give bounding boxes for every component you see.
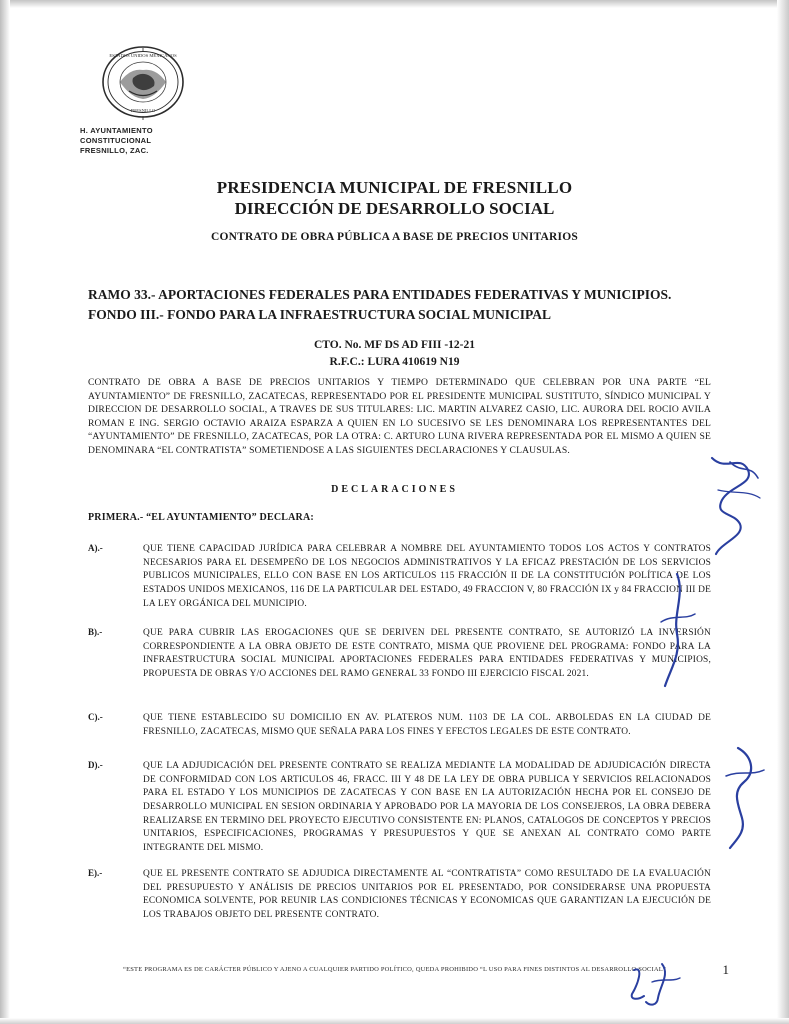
- program-heading: [88, 285, 711, 326]
- clause-c-text: QUE TIENE ESTABLECIDO SU DOMICILIO EN AV. PLATEROS NUM. 1103 DE LA COL. ARBOLEDAS EN LA CIUDAD DE FRESNILLO, ZACATECAS, MISMO QUE SEÑALA PARA LOS FINES Y EFECTOS LEGALES DE ESTE CONTRATO.: [143, 713, 711, 737]
- clause-e-label: E).-: [88, 868, 103, 878]
- clause-d: [88, 760, 711, 855]
- clause-e-text: QUE EL PRESENTE CONTRATO SE ADJUDICA DIRECTAMENTE AL “CONTRATISTA” COMO RESULTADO DE LA EVALUACIÓN DEL PRESUPUESTO Y ANÁLISIS DE PRECIOS UNITARIOS POR EL PRESENTADO, POR CONSIDERARSE UNA PROPUESTA ECONOMICA SOLVENTE, POR REUNIR LAS CONDICIONES TÉCNICAS Y ECONOMICAS QUE GARANTIZAN LA EJECUCIÓN DE LOS TRABAJOS OBJETO DEL PRESENTE CONTRATO.: [143, 869, 711, 920]
- clause-d-text: QUE LA ADJUDICACIÓN DEL PRESENTE CONTRATO SE REALIZA MEDIANTE LA MODALIDAD DE ADJUDICACIÓN DIRECTA DE CONFORMIDAD CON LOS ARTICULOS 46, FRACC. III Y 48 DE LA LEY DE OBRA PUBLICA Y SERVICIOS RELACIONADOS PARA EL ESTADO Y LOS MUNICIPIOS DE ZACATECAS Y CON BASE EN LA AUTORIZACIÓN HECHA POR EL CONSEJO DE DESARROLLO MUNICIPAL EN SESION ORDINARIA Y APROBADO POR LA MAYORIA DE LOS CONSEJEROS, LA OBRA DEBERA REALIZARSE EN TERMINO DEL PROYECTO EJECUTIVO CONSISTENTE EN: PLANOS, CATALOGOS DE CONCEPTOS Y PRECIOS UNITARIOS, ESPECIFICACIONES, PROGRAMAS Y PRESUPUESTOS Y QUE SE ANEXAN AL CONTRATO COMO PARTE INTEGRANTE DEL MISMO.: [143, 761, 711, 853]
- letterhead-text: [78, 126, 208, 156]
- clause-b-label: B).-: [88, 627, 103, 637]
- clause-a-text: QUE TIENE CAPACIDAD JURÍDICA PARA CELEBRAR A NOMBRE DEL AYUNTAMIENTO TODOS LOS ACTOS Y CONTRATOS NECESARIOS PARA EL DESEMPEÑO DE LOS NEGOCIOS ADMINISTRATIVOS Y LA EFICAZ PRESTACIÓN DE LOS SERVICIOS PUBLICOS MUNICIPALES, ELLO CON BASE EN LOS ARTICULOS 115 FRACCIÓN II DE LA CONSTITUCIÓN POLÍTICA DE LOS ESTADOS UNIDOS MEXICANOS, 116 DE LA PARTICULAR DEL ESTADO, 49 FRACCION V, 80 FRACCIÓN IX y 84 FRACCION III DE LA LEY ORGÁNICA DEL MUNICIPIO.: [143, 544, 711, 609]
- declaraciones-heading: DECLARACIONES: [331, 484, 458, 495]
- clause-b: [88, 627, 711, 682]
- clause-d-label: D).-: [88, 760, 103, 770]
- clause-c-label: C).-: [88, 712, 103, 722]
- letterhead-line-1: H. AYUNTAMIENTO: [80, 126, 153, 135]
- contract-type-heading: CONTRATO DE OBRA PÚBLICA A BASE DE PRECIOS UNITARIOS: [211, 231, 578, 243]
- clause-c: [88, 712, 711, 739]
- clause-a-label: A).-: [88, 543, 103, 553]
- letterhead: [78, 44, 208, 156]
- ramo-line: RAMO 33.- APORTACIONES FEDERALES PARA ENTIDADES FEDERATIVAS Y MUNICIPIOS.: [88, 287, 672, 302]
- rfc-number: R.F.C.: LURA 410619 N19: [329, 355, 460, 368]
- contract-identifiers: [0, 337, 789, 370]
- page-number: 1: [722, 962, 729, 977]
- contract-number: CTO. No. MF DS AD FIII -12-21: [313, 339, 475, 351]
- page-subtitle: DIRECCIÓN DE DESARROLLO SOCIAL: [234, 199, 555, 218]
- mexican-coat-of-arms-seal-icon: [100, 44, 186, 120]
- scan-edge-bottom: [0, 1018, 789, 1024]
- clause-e: [88, 868, 711, 923]
- svg-text:ESTADOS UNIDOS MEXICANOS: ESTADOS UNIDOS MEXICANOS: [109, 53, 177, 58]
- scan-edge-right: [777, 0, 789, 1024]
- scan-edge-top: [0, 0, 789, 8]
- svg-text:FRESNILLO: FRESNILLO: [130, 108, 156, 113]
- clause-a: [88, 543, 711, 611]
- scan-edge-left: [0, 0, 10, 1024]
- intro-paragraph: CONTRATO DE OBRA A BASE DE PRECIOS UNITARIOS Y TIEMPO DETERMINADO QUE CELEBRAN POR UNA PARTE “EL AYUNTAMIENTO” DE FRESNILLO, ZACATECAS, REPRESENTADO POR EL PRESIDENTE MUNICIPAL SUSTITUTO, SÍNDICO MUNICIPAL Y DIRECCION DE DESARROLLO SOCIAL, A TRAVES DE SUS TITULARES: LIC. MARTIN ALVAREZ CASIO, LIC. AURORA DEL ROCIO AVILA ROMAN E ING. SERGIO OCTAVIO ARAIZA ESPARZA A QUIEN EN LO SUCESIVO SE LES DENOMINARA LOS REPRESENTANTES DEL “AYUNTAMIENTO” DE FRESNILLO, ZACATECAS, POR LA OTRA: C. ARTURO LUNA RIVERA REPRESENTADA POR EL MISMO A QUIEN SE DENOMINARA “EL CONTRATISTA” SOMETIENDOSE A LAS SIGUIENTES DECLARACIONES Y CLAUSULAS.: [88, 377, 711, 457]
- page-title: PRESIDENCIA MUNICIPAL DE FRESNILLO: [216, 178, 573, 197]
- letterhead-line-2: CONSTITUCIONAL: [80, 136, 152, 146]
- footer-disclaimer: “ESTE PROGRAMA ES DE CARÁCTER PÚBLICO Y AJENO A CUALQUIER PARTIDO POLÍTICO, QUEDA PROHIBIDO “L USO PARA FINES DISTINTOS AL DESARROLLO SOCIAL”: [122, 966, 667, 973]
- clause-b-text: QUE PARA CUBRIR LAS EROGACIONES QUE SE DERIVEN DEL PRESENTE CONTRATO, SE AUTORIZÓ LA INVERSIÓN CORRESPONDIENTE A LA OBRA OBJETO DE ESTE CONTRATO, MISMA QUE PROVIENE DEL PROGRAMA: FONDO PARA LA INFRAESTRUCTURA SOCIAL MUNICIPAL APORTACIONES FEDERALES PARA ENTIDADES FEDERATIVAS Y MUNICIPIOS, PROPUESTA DE OBRAS Y/O ACCIONES DEL RAMO GENERAL 33 FONDO III EJERCICIO FISCAL 2021.: [143, 628, 711, 679]
- signature-mark-middle: [718, 742, 776, 857]
- primera-heading: PRIMERA.- “EL AYUNTAMIENTO” DECLARA:: [88, 512, 314, 523]
- fondo-line: FONDO III.- FONDO PARA LA INFRAESTRUCTURA SOCIAL MUNICIPAL: [88, 307, 552, 323]
- letterhead-line-3: FRESNILLO, ZAC.: [80, 146, 149, 156]
